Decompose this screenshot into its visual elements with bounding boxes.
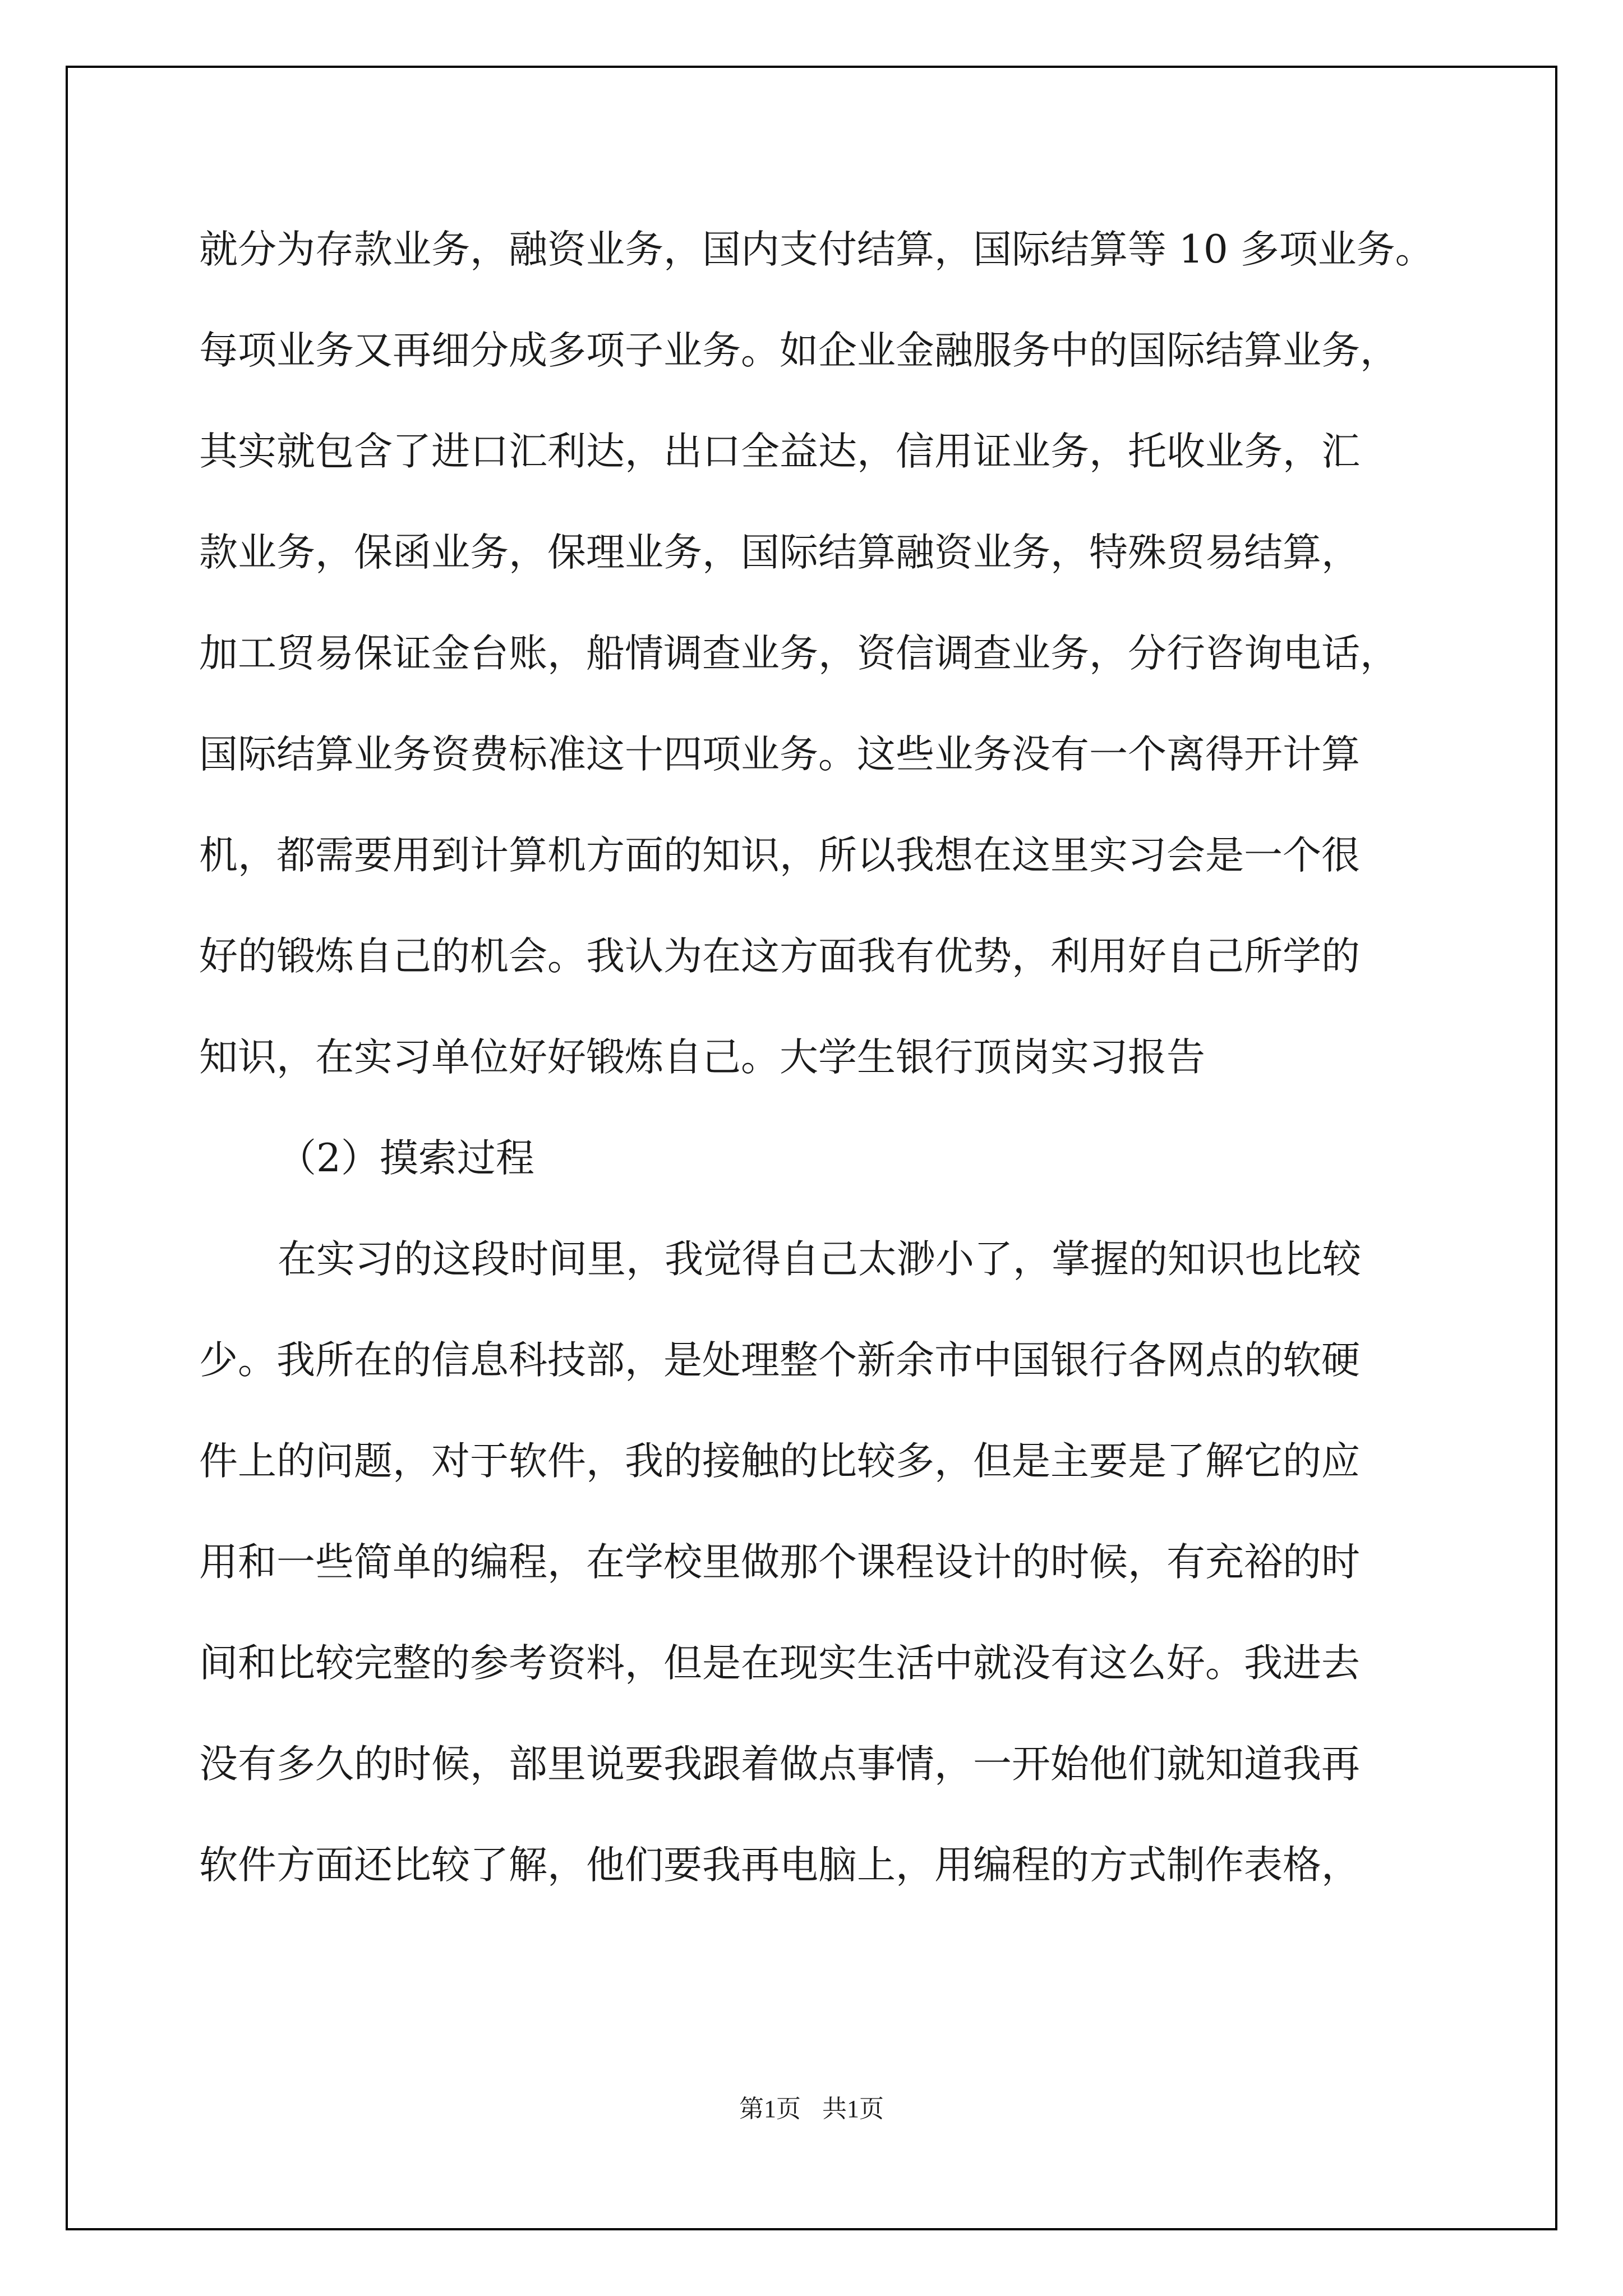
body-line: 款业务，保函业务，保理业务，国际结算融资业务，特殊贸易结算， [199,530,1360,575]
body-line: 加工贸易保证金台账，船情调查业务，资信调查业务，分行咨询电话， [199,631,1399,676]
body-line: 好的锻炼自己的机会。我认为在这方面我有优势，利用好自己所学的 [199,934,1360,979]
body-line: 知识，在实习单位好好锻炼自己。大学生银行顶岗实习报告 [199,1035,1205,1080]
body-line: 用和一些简单的编程，在学校里做那个课程设计的时候，有充裕的时 [199,1540,1360,1585]
body-line: 软件方面还比较了解，他们要我再电脑上，用编程的方式制作表格， [199,1843,1360,1888]
page-footer [0,2093,1623,2125]
body-line: 就分为存款业务，融资业务，国内支付结算，国际结算等 10 多项业务。 [199,227,1434,272]
body-line: 机，都需要用到计算机方面的知识，所以我想在这里实习会是一个很 [199,833,1360,878]
body-line: 国际结算业务资费标准这十四项业务。这些业务没有一个离得开计算 [199,732,1360,777]
body-line: 其实就包含了进口汇利达，出口全益达，信用证业务，托收业务，汇 [199,429,1360,474]
body-line: 在实习的这段时间里，我觉得自己太渺小了，掌握的知识也比较 [278,1237,1361,1282]
body-line: 间和比较完整的参考资料，但是在现实生活中就没有这么好。我进去 [199,1641,1360,1686]
body-line: 没有多久的时候，部里说要我跟着做点事情，一开始他们就知道我再 [199,1742,1360,1787]
page-total: 共1页 [822,2095,884,2123]
page-number: 第1页 [739,2095,801,2123]
body-line: 少。我所在的信息科技部，是处理整个新余市中国银行各网点的软硬 [199,1338,1360,1383]
section-heading: （2）摸索过程 [278,1136,534,1181]
body-line: 件上的问题，对于软件，我的接触的比较多，但是主要是了解它的应 [199,1439,1360,1484]
body-line: 每项业务又再细分成多项子业务。如企业金融服务中的国际结算业务， [199,328,1399,373]
